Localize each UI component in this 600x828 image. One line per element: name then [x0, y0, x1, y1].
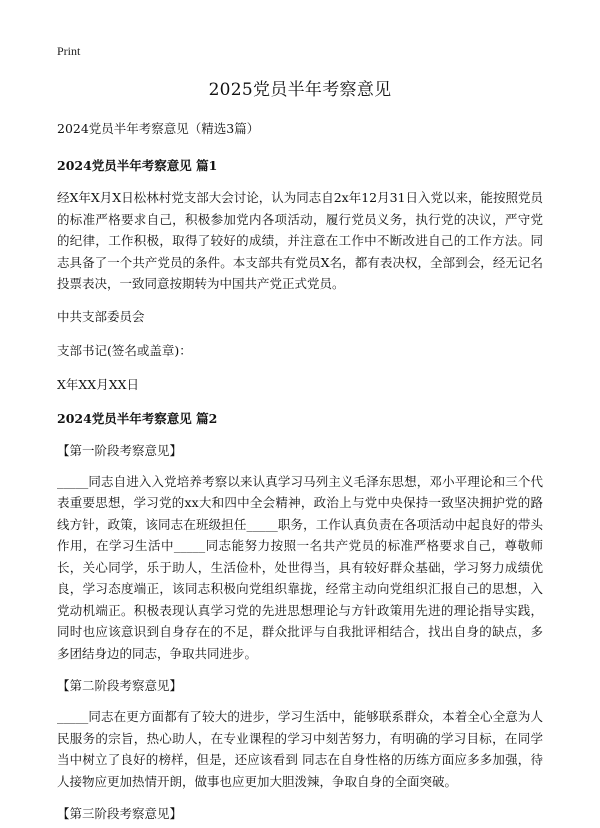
stage-3-heading: 【第三阶段考察意见】 — [57, 806, 183, 821]
print-label: Print — [57, 44, 81, 58]
stage-1-paragraph: _____同志自进入入党培养考察以来认真学习马列主义毛泽东思想，邓小平理论和三个代表重要思想，学习党的xx大和四中全会精神，政治上与党中央保持一致坚决拥护党的路线方针，政策，该同志在班级担任_____职务，工作认真负责在各项活动中起良好的带头作用，在学习生活中_____同志能努力按照一名共产党员的标准严格要求自己，尊敬师长，关心同学，乐于助人，生活俭朴，处世得当，具有较好群众基础，学习努力成绩优良，学习态度端正，该同志积极向党组织靠拢，经常主动向党组织汇报自己的思想，入党动机端正。积极表现认真学习党的先进思想理论与方针政策用先进的理论指导实践，同时也应该意识到自身存在的不足，群众批评与自我批评相结合，找出自身的缺点，多多团结身边的同志，争取共同进步。 — [57, 473, 543, 661]
stage-1-heading: 【第一阶段考察意见】 — [57, 442, 183, 458]
org-name: 中共支部委员会 — [57, 308, 145, 324]
signature-line: 支部书记(签名或盖章)： — [57, 342, 192, 358]
document-title: 2025党员半年考察意见 — [208, 80, 392, 100]
stage-2-paragraph: _____同志在更方面都有了较大的进步，学习生活中，能够联系群众，本着全心全意为人民服务的宗旨，热心助人，在专业课程的学习中刻苦努力，有明确的学习目标，在同学当中树立了良好的榜样，但是，还应该看到 同志在自身性格的历练方面应多多加强，待人接物应更加热情开朗，做事也应更加大胆泼辣，争取自身的全面突破。 — [57, 709, 543, 789]
date-line: X年XX月XX日 — [57, 376, 139, 392]
section-1-heading: 2024党员半年考察意见 篇1 — [57, 158, 218, 173]
stage-2-heading: 【第二阶段考察意见】 — [57, 678, 183, 693]
section-2-heading: 2024党员半年考察意见 篇2 — [57, 410, 218, 426]
document-subtitle: 2024党员半年考察意见（精选3篇） — [57, 121, 260, 136]
section-1-paragraph: 经X年X月X日松林村党支部大会讨论，认为同志自2x年12月31日入党以来，能按照党员的标准严格要求自己，积极参加党内各项活动，履行党员义务，执行党的决议，严守党的纪律，工作积极，取得了较好的成绩，并注意在工作中不断改进自己的工作方法。同志具备了一个共产党员的条件。本支部共有党员X名，都有表决权，全部到会，经无记名投票表决，一致同意按期转为中国共产党正式党员。 — [57, 190, 544, 291]
